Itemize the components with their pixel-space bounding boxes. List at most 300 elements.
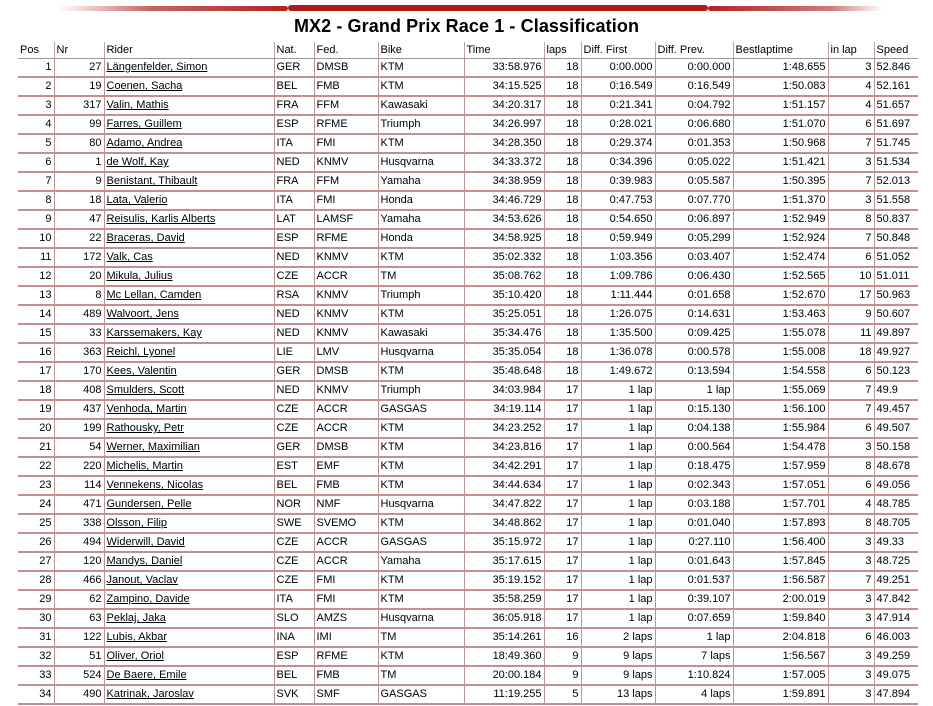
cell-bestlaptime: 1:56.567: [733, 647, 828, 666]
cell-laps: 17: [544, 514, 581, 533]
cell-diff-first: 0:54.650: [581, 210, 655, 229]
cell-in-lap: 6: [828, 628, 874, 647]
cell-pos: 32: [18, 647, 54, 666]
cell-nat: NED: [274, 381, 314, 400]
cell-fed: KNMV: [314, 324, 378, 343]
cell-diff-first: 1 lap: [581, 381, 655, 400]
cell-nat: CZE: [274, 533, 314, 552]
cell-pos: 20: [18, 419, 54, 438]
cell-time: 35:48.648: [464, 362, 544, 381]
cell-diff-prev: 0:09.425: [655, 324, 733, 343]
cell-nr: 122: [54, 628, 104, 647]
cell-laps: 18: [544, 172, 581, 191]
cell-fed: RFME: [314, 647, 378, 666]
cell-laps: 18: [544, 96, 581, 115]
cell-rider[interactable]: Valin, Mathis: [104, 96, 274, 115]
cell-fed: KNMV: [314, 381, 378, 400]
cell-diff-prev: 0:01.353: [655, 134, 733, 153]
cell-time: 34:44.634: [464, 476, 544, 495]
cell-rider[interactable]: Adamo, Andrea: [104, 134, 274, 153]
cell-nr: 9: [54, 172, 104, 191]
cell-bestlaptime: 1:55.069: [733, 381, 828, 400]
cell-in-lap: 6: [828, 476, 874, 495]
cell-rider[interactable]: Widerwill, David: [104, 533, 274, 552]
cell-bestlaptime: 2:04.818: [733, 628, 828, 647]
cell-time: 35:14.261: [464, 628, 544, 647]
cell-pos: 18: [18, 381, 54, 400]
table-row: [18, 153, 918, 172]
column-header-nr: Nr: [54, 42, 104, 59]
table-row: [18, 210, 918, 229]
cell-diff-prev: 0:07.659: [655, 609, 733, 628]
cell-diff-first: 1 lap: [581, 495, 655, 514]
cell-time: 35:34.476: [464, 324, 544, 343]
cell-pos: 1: [18, 59, 54, 78]
cell-bestlaptime: 1:52.670: [733, 286, 828, 305]
cell-bike: Honda: [378, 229, 464, 248]
cell-in-lap: 4: [828, 495, 874, 514]
cell-in-lap: 3: [828, 59, 874, 78]
cell-rider[interactable]: Walvoort, Jens: [104, 305, 274, 324]
cell-pos: 7: [18, 172, 54, 191]
cell-speed: 51.697: [874, 115, 918, 134]
cell-diff-first: 1:35.500: [581, 324, 655, 343]
cell-pos: 9: [18, 210, 54, 229]
cell-in-lap: 7: [828, 571, 874, 590]
table-row: [18, 400, 918, 419]
cell-diff-first: 1:36.078: [581, 343, 655, 362]
cell-diff-first: 1:09.786: [581, 267, 655, 286]
cell-rider[interactable]: Karssemakers, Kay: [104, 324, 274, 343]
cell-fed: AMZS: [314, 609, 378, 628]
cell-fed: FMI: [314, 134, 378, 153]
cell-speed: 50.837: [874, 210, 918, 229]
cell-rider[interactable]: Benistant, Thibault: [104, 172, 274, 191]
cell-time: 33:58.976: [464, 59, 544, 78]
cell-time: 18:49.360: [464, 647, 544, 666]
table-row: [18, 286, 918, 305]
cell-rider[interactable]: Mikula, Julius: [104, 267, 274, 286]
cell-rider[interactable]: Smulders, Scott: [104, 381, 274, 400]
cell-bestlaptime: 1:59.840: [733, 609, 828, 628]
cell-in-lap: 6: [828, 248, 874, 267]
cell-diff-first: 9 laps: [581, 647, 655, 666]
cell-time: 35:02.332: [464, 248, 544, 267]
cell-fed: FFM: [314, 172, 378, 191]
cell-nr: 47: [54, 210, 104, 229]
cell-in-lap: 8: [828, 514, 874, 533]
cell-nat: NED: [274, 248, 314, 267]
cell-speed: 50.607: [874, 305, 918, 324]
cell-speed: 50.158: [874, 438, 918, 457]
column-header-laps: laps: [544, 42, 581, 59]
cell-rider[interactable]: Janout, Vaclav: [104, 571, 274, 590]
cell-nr: 27: [54, 59, 104, 78]
cell-nr: 8: [54, 286, 104, 305]
cell-bike: Husqvarna: [378, 343, 464, 362]
cell-nr: 172: [54, 248, 104, 267]
cell-diff-prev: 0:03.407: [655, 248, 733, 267]
table-row: [18, 134, 918, 153]
cell-diff-prev: 0:05.299: [655, 229, 733, 248]
cell-diff-first: 1 lap: [581, 590, 655, 609]
cell-bike: Husqvarna: [378, 495, 464, 514]
cell-diff-first: 13 laps: [581, 685, 655, 704]
cell-rider[interactable]: Lubis, Akbar: [104, 628, 274, 647]
cell-nat: CZE: [274, 571, 314, 590]
cell-rider[interactable]: Michelis, Martin: [104, 457, 274, 476]
cell-rider[interactable]: Werner, Maximilian: [104, 438, 274, 457]
cell-nr: 1: [54, 153, 104, 172]
cell-bike: Husqvarna: [378, 153, 464, 172]
cell-nat: NED: [274, 324, 314, 343]
cell-laps: 18: [544, 191, 581, 210]
cell-nr: 490: [54, 685, 104, 704]
cell-bestlaptime: 1:55.008: [733, 343, 828, 362]
cell-laps: 18: [544, 343, 581, 362]
cell-bestlaptime: 1:52.474: [733, 248, 828, 267]
cell-time: 34:42.291: [464, 457, 544, 476]
cell-pos: 33: [18, 666, 54, 685]
cell-pos: 5: [18, 134, 54, 153]
cell-rider[interactable]: Peklaj, Jaka: [104, 609, 274, 628]
cell-speed: 49.457: [874, 400, 918, 419]
cell-rider[interactable]: Mandys, Daniel: [104, 552, 274, 571]
cell-bike: KTM: [378, 457, 464, 476]
cell-rider[interactable]: Rathousky, Petr: [104, 419, 274, 438]
cell-laps: 9: [544, 666, 581, 685]
cell-time: 34:15.525: [464, 77, 544, 96]
cell-diff-first: 1 lap: [581, 419, 655, 438]
cell-nat: BEL: [274, 77, 314, 96]
cell-diff-first: 1 lap: [581, 476, 655, 495]
cell-time: 34:28.350: [464, 134, 544, 153]
cell-speed: 48.678: [874, 457, 918, 476]
column-header-diff-first: Diff. First: [581, 42, 655, 59]
cell-bestlaptime: 2:00.019: [733, 590, 828, 609]
cell-diff-first: 2 laps: [581, 628, 655, 647]
cell-laps: 18: [544, 286, 581, 305]
cell-in-lap: 6: [828, 115, 874, 134]
cell-time: 34:53.626: [464, 210, 544, 229]
cell-diff-first: 1 lap: [581, 571, 655, 590]
cell-bike: Triumph: [378, 381, 464, 400]
table-row: [18, 457, 918, 476]
cell-rider[interactable]: Mc Lellan, Camden: [104, 286, 274, 305]
cell-fed: SMF: [314, 685, 378, 704]
cell-nr: 33: [54, 324, 104, 343]
cell-diff-first: 1:26.075: [581, 305, 655, 324]
cell-rider[interactable]: Olsson, Filip: [104, 514, 274, 533]
cell-diff-prev: 0:00.564: [655, 438, 733, 457]
cell-laps: 17: [544, 457, 581, 476]
cell-nat: CZE: [274, 400, 314, 419]
cell-speed: 48.705: [874, 514, 918, 533]
cell-time: 34:47.822: [464, 495, 544, 514]
cell-nat: GER: [274, 362, 314, 381]
cell-rider[interactable]: Farres, Guillem: [104, 115, 274, 134]
table-row: [18, 96, 918, 115]
cell-speed: 49.075: [874, 666, 918, 685]
cell-laps: 18: [544, 324, 581, 343]
cell-bestlaptime: 1:56.400: [733, 533, 828, 552]
cell-bestlaptime: 1:51.370: [733, 191, 828, 210]
cell-nr: 22: [54, 229, 104, 248]
cell-nr: 99: [54, 115, 104, 134]
cell-fed: FMI: [314, 590, 378, 609]
table-row: [18, 647, 918, 666]
cell-in-lap: 3: [828, 191, 874, 210]
cell-diff-prev: 0:16.549: [655, 77, 733, 96]
cell-diff-prev: 7 laps: [655, 647, 733, 666]
cell-nat: ESP: [274, 229, 314, 248]
table-row: [18, 172, 918, 191]
cell-diff-prev: 0:04.792: [655, 96, 733, 115]
cell-diff-first: 1 lap: [581, 514, 655, 533]
cell-fed: NMF: [314, 495, 378, 514]
cell-diff-first: 1:49.672: [581, 362, 655, 381]
cell-rider[interactable]: Zampino, Davide: [104, 590, 274, 609]
cell-in-lap: 17: [828, 286, 874, 305]
cell-in-lap: 3: [828, 609, 874, 628]
cell-in-lap: 10: [828, 267, 874, 286]
cell-in-lap: 7: [828, 381, 874, 400]
cell-pos: 22: [18, 457, 54, 476]
column-header-pos: Pos: [18, 42, 54, 59]
cell-speed: 49.927: [874, 343, 918, 362]
cell-pos: 30: [18, 609, 54, 628]
cell-bestlaptime: 1:54.558: [733, 362, 828, 381]
cell-nr: 363: [54, 343, 104, 362]
cell-nat: LIE: [274, 343, 314, 362]
cell-speed: 47.894: [874, 685, 918, 704]
cell-bike: GASGAS: [378, 533, 464, 552]
cell-rider[interactable]: De Baere, Emile: [104, 666, 274, 685]
cell-in-lap: 4: [828, 77, 874, 96]
cell-rider[interactable]: Längenfelder, Simon: [104, 59, 274, 78]
cell-nat: GER: [274, 438, 314, 457]
cell-speed: 52.161: [874, 77, 918, 96]
cell-rider[interactable]: Venhoda, Martin: [104, 400, 274, 419]
cell-diff-prev: 0:01.537: [655, 571, 733, 590]
cell-nr: 114: [54, 476, 104, 495]
cell-in-lap: 7: [828, 134, 874, 153]
cell-laps: 18: [544, 248, 581, 267]
table-row: [18, 343, 918, 362]
cell-time: 35:08.762: [464, 267, 544, 286]
cell-fed: EMF: [314, 457, 378, 476]
cell-diff-prev: 0:01.658: [655, 286, 733, 305]
cell-bike: KTM: [378, 590, 464, 609]
cell-fed: FMI: [314, 571, 378, 590]
cell-diff-prev: 1:10.824: [655, 666, 733, 685]
cell-rider[interactable]: Reisulis, Karlis Alberts: [104, 210, 274, 229]
cell-nat: SWE: [274, 514, 314, 533]
cell-time: 34:23.252: [464, 419, 544, 438]
cell-fed: DMSB: [314, 438, 378, 457]
cell-time: 34:58.925: [464, 229, 544, 248]
cell-rider[interactable]: Braceras, David: [104, 229, 274, 248]
cell-bestlaptime: 1:56.587: [733, 571, 828, 590]
cell-nat: NED: [274, 305, 314, 324]
cell-bike: KTM: [378, 134, 464, 153]
cell-pos: 2: [18, 77, 54, 96]
table-body: [18, 59, 918, 705]
cell-laps: 18: [544, 77, 581, 96]
table-row: [18, 685, 918, 704]
table-row: [18, 419, 918, 438]
cell-nr: 437: [54, 400, 104, 419]
column-header-time: Time: [464, 42, 544, 59]
results-table: [18, 42, 918, 705]
table-row: [18, 115, 918, 134]
cell-laps: 17: [544, 381, 581, 400]
cell-in-lap: 18: [828, 343, 874, 362]
cell-speed: 49.9: [874, 381, 918, 400]
cell-diff-prev: 0:06.430: [655, 267, 733, 286]
cell-time: 34:38.959: [464, 172, 544, 191]
cell-rider[interactable]: Katrinak, Jaroslav: [104, 685, 274, 704]
cell-bestlaptime: 1:56.100: [733, 400, 828, 419]
cell-time: 34:46.729: [464, 191, 544, 210]
cell-nat: FRA: [274, 96, 314, 115]
cell-speed: 46.003: [874, 628, 918, 647]
cell-pos: 14: [18, 305, 54, 324]
cell-in-lap: 3: [828, 666, 874, 685]
cell-fed: FMB: [314, 77, 378, 96]
table-row: [18, 191, 918, 210]
cell-bike: KTM: [378, 362, 464, 381]
column-header-rider: Rider: [104, 42, 274, 59]
table-row: [18, 59, 918, 78]
cell-pos: 6: [18, 153, 54, 172]
cell-nat: ITA: [274, 191, 314, 210]
table-row: [18, 229, 918, 248]
cell-fed: IMI: [314, 628, 378, 647]
cell-speed: 51.657: [874, 96, 918, 115]
cell-speed: 50.123: [874, 362, 918, 381]
cell-pos: 3: [18, 96, 54, 115]
cell-diff-first: 1 lap: [581, 438, 655, 457]
header-brush-stroke-right: [708, 6, 883, 11]
cell-pos: 26: [18, 533, 54, 552]
cell-diff-prev: 1 lap: [655, 381, 733, 400]
cell-bestlaptime: 1:57.051: [733, 476, 828, 495]
cell-diff-first: 1:11.444: [581, 286, 655, 305]
cell-nr: 489: [54, 305, 104, 324]
cell-pos: 25: [18, 514, 54, 533]
cell-rider[interactable]: de Wolf, Kay: [104, 153, 274, 172]
cell-rider[interactable]: Kees, Valentin: [104, 362, 274, 381]
cell-nr: 317: [54, 96, 104, 115]
cell-fed: RFME: [314, 229, 378, 248]
cell-rider[interactable]: Valk, Cas: [104, 248, 274, 267]
cell-in-lap: 3: [828, 533, 874, 552]
cell-bike: TM: [378, 628, 464, 647]
cell-rider[interactable]: Reichl, Lyonel: [104, 343, 274, 362]
cell-nat: ESP: [274, 115, 314, 134]
cell-diff-first: 1 lap: [581, 457, 655, 476]
cell-time: 35:25.051: [464, 305, 544, 324]
cell-fed: FMB: [314, 666, 378, 685]
cell-bike: Triumph: [378, 286, 464, 305]
cell-rider[interactable]: Gundersen, Pelle: [104, 495, 274, 514]
cell-bike: KTM: [378, 514, 464, 533]
cell-laps: 17: [544, 533, 581, 552]
column-header-in-lap: in lap: [828, 42, 874, 59]
table-row: [18, 305, 918, 324]
cell-speed: 48.725: [874, 552, 918, 571]
cell-diff-prev: 0:13.594: [655, 362, 733, 381]
cell-pos: 8: [18, 191, 54, 210]
cell-laps: 16: [544, 628, 581, 647]
cell-time: 35:35.054: [464, 343, 544, 362]
cell-fed: ACCR: [314, 533, 378, 552]
cell-rider[interactable]: Coenen, Sacha: [104, 77, 274, 96]
cell-time: 35:17.615: [464, 552, 544, 571]
cell-time: 35:19.152: [464, 571, 544, 590]
cell-nr: 466: [54, 571, 104, 590]
cell-speed: 51.558: [874, 191, 918, 210]
cell-nat: CZE: [274, 552, 314, 571]
cell-bike: KTM: [378, 419, 464, 438]
cell-speed: 47.842: [874, 590, 918, 609]
cell-fed: RFME: [314, 115, 378, 134]
cell-rider[interactable]: Lata, Valerio: [104, 191, 274, 210]
cell-in-lap: 3: [828, 153, 874, 172]
cell-pos: 10: [18, 229, 54, 248]
cell-speed: 49.259: [874, 647, 918, 666]
cell-diff-prev: 0:03.188: [655, 495, 733, 514]
table-row: [18, 267, 918, 286]
cell-diff-prev: 0:00.578: [655, 343, 733, 362]
cell-nat: INA: [274, 628, 314, 647]
cell-laps: 17: [544, 400, 581, 419]
cell-diff-first: 0:47.753: [581, 191, 655, 210]
cell-diff-first: 9 laps: [581, 666, 655, 685]
cell-bike: Yamaha: [378, 210, 464, 229]
cell-in-lap: 7: [828, 172, 874, 191]
cell-fed: LAMSF: [314, 210, 378, 229]
cell-diff-prev: 0:05.022: [655, 153, 733, 172]
cell-in-lap: 8: [828, 210, 874, 229]
cell-fed: ACCR: [314, 400, 378, 419]
cell-diff-prev: 0:14.631: [655, 305, 733, 324]
cell-bike: Husqvarna: [378, 609, 464, 628]
cell-bike: KTM: [378, 438, 464, 457]
table-row: [18, 438, 918, 457]
page-title: MX2 - Grand Prix Race 1 - Classification: [293, 16, 640, 36]
cell-nat: GER: [274, 59, 314, 78]
cell-nat: BEL: [274, 666, 314, 685]
column-header-bike: Bike: [378, 42, 464, 59]
cell-rider[interactable]: Vennekens, Nicolas: [104, 476, 274, 495]
cell-diff-prev: 0:01.643: [655, 552, 733, 571]
cell-speed: 51.052: [874, 248, 918, 267]
table-row: [18, 324, 918, 343]
cell-laps: 18: [544, 210, 581, 229]
cell-laps: 18: [544, 267, 581, 286]
cell-diff-prev: 0:04.138: [655, 419, 733, 438]
cell-bestlaptime: 1:50.395: [733, 172, 828, 191]
cell-rider[interactable]: Oliver, Oriol: [104, 647, 274, 666]
cell-diff-prev: 0:01.040: [655, 514, 733, 533]
cell-bestlaptime: 1:57.701: [733, 495, 828, 514]
cell-laps: 18: [544, 134, 581, 153]
cell-nat: SVK: [274, 685, 314, 704]
cell-nr: 170: [54, 362, 104, 381]
table-row: [18, 590, 918, 609]
